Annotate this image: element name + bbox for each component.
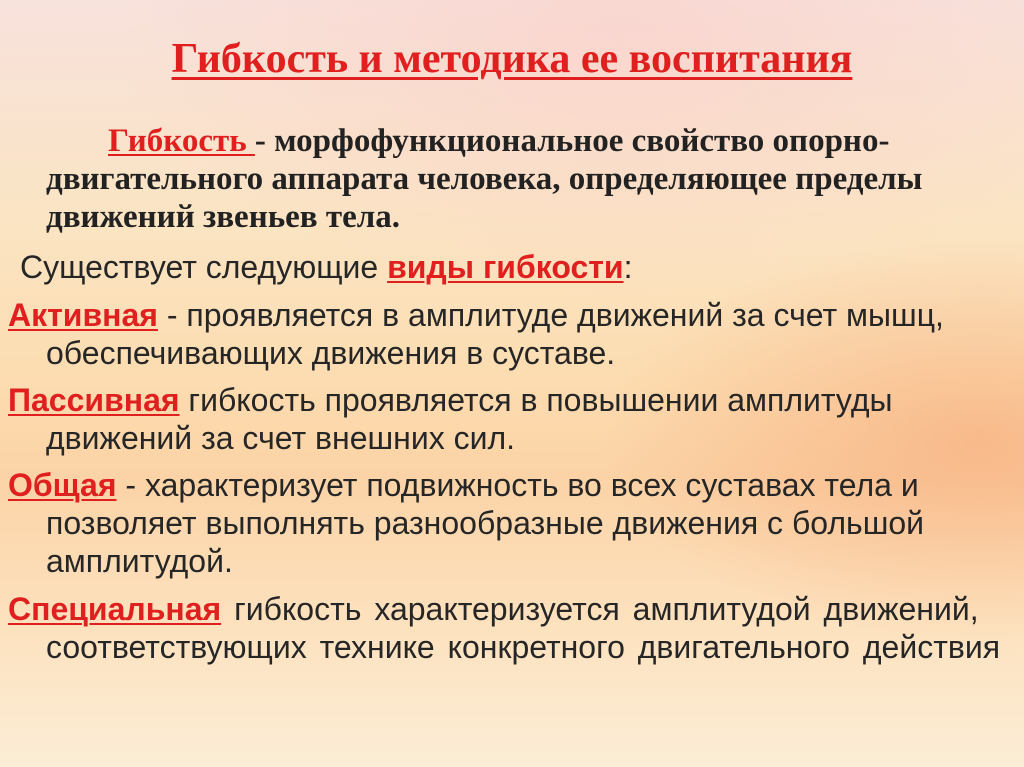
type-term: Активная: [8, 297, 158, 333]
types-intro-highlight: виды гибкости: [387, 249, 624, 285]
type-term: Пассивная: [8, 382, 180, 418]
flexibility-type-special: [8, 590, 1008, 666]
definition-paragraph: [46, 122, 1006, 236]
types-intro: [20, 248, 632, 286]
types-intro-prefix: Существует следующие: [20, 249, 388, 285]
definition-text: - морфофункциональное свойство опорно-двигательного аппарата человека, определяющее пределы движений звеньев тела.: [46, 123, 923, 235]
slide-title: Гибкость и методика ее воспитания: [171, 36, 853, 82]
flexibility-type-general: [8, 466, 1008, 580]
flexibility-type-passive: [8, 381, 1008, 457]
type-description: гибкость проявляется в повышении амплитуды движений за счет внешних сил.: [46, 382, 893, 456]
type-description: - проявляется в амплитуде движений за счет мышц, обеспечивающих движения в суставе.: [46, 297, 944, 371]
types-intro-suffix: :: [623, 249, 633, 285]
flexibility-type-active: [8, 296, 1008, 372]
type-description: гибкость характеризуется амплитудой движений, соответствующих технике конкретного двигательного действия: [46, 591, 1001, 665]
definition-term: Гибкость: [108, 123, 255, 159]
type-term: Специальная: [8, 591, 222, 627]
type-term: Общая: [8, 467, 117, 503]
type-description: - характеризует подвижность во всех суставах тела и позволяет выполнять разнообразные движения с большой амплитудой.: [46, 467, 925, 579]
